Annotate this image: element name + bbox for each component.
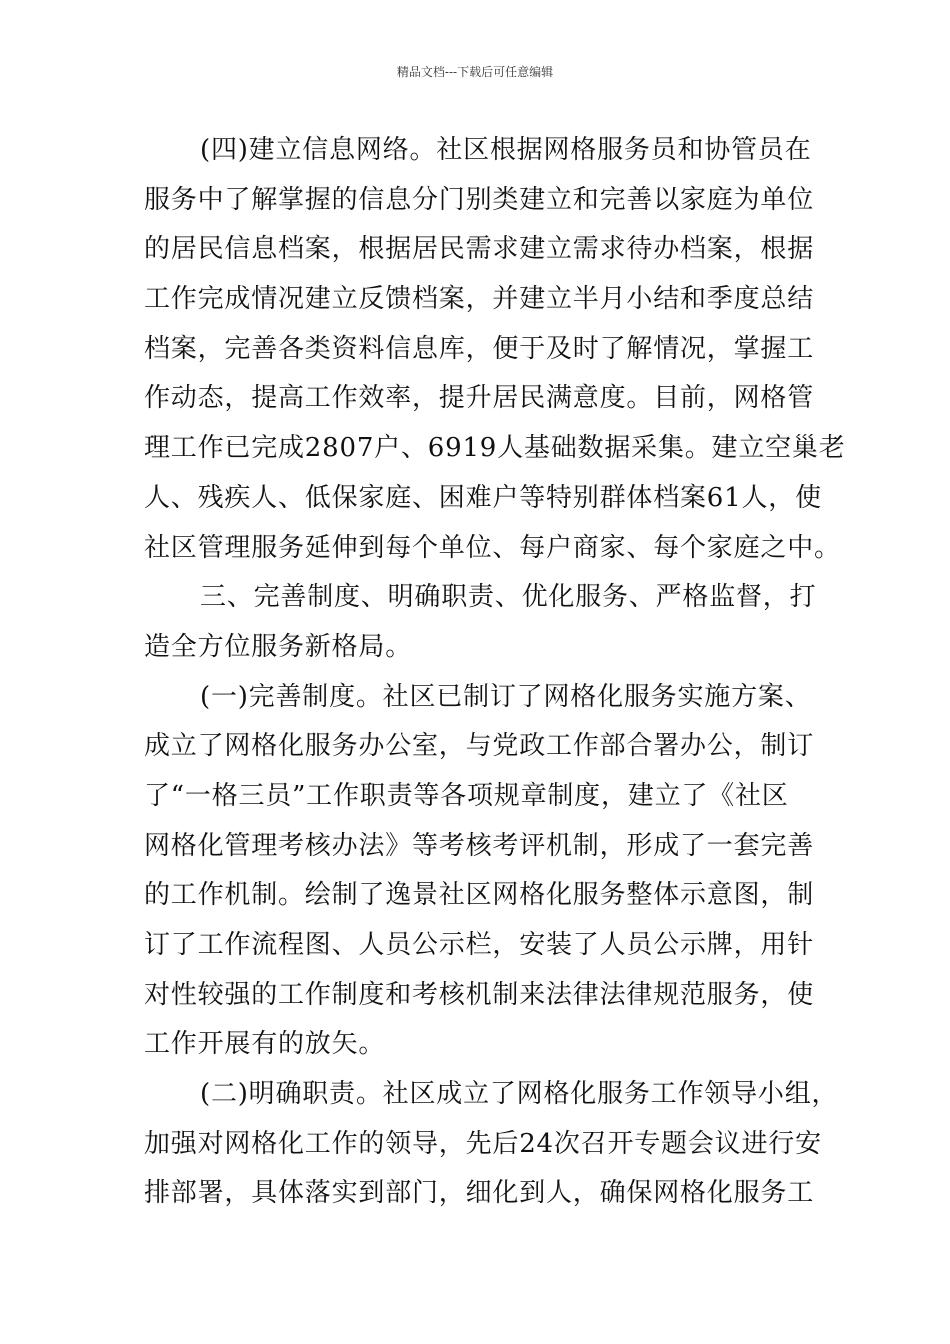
text-line: 订了工作流程图、人员公示栏，安装了人员公示牌，用针 <box>144 930 815 960</box>
paragraph-section-three-heading <box>144 573 817 672</box>
text-line: 服务中了解掌握的信息分门别类建立和完善以家庭为单位 <box>144 184 815 215</box>
text-line: (四)建立信息网络。社区根据网格服务员和协管员在 <box>200 135 812 165</box>
text-line: 的居民信息档案，根据居民需求建立需求待办档案，根据 <box>144 234 815 265</box>
text-line: 的工作机制。绘制了逸景社区网格化服务整体示意图，制 <box>144 880 815 911</box>
text-line: 排部署，具体落实到部门，细化到人，确保网格化服务工 <box>144 1178 815 1209</box>
text-line: 成立了网格化服务办公室，与党政工作部合署办公，制订 <box>144 731 815 762</box>
text-line: 了“一格三员”工作职责等各项规章制度，建立了《社区 <box>144 780 789 811</box>
text-line: 工作开展有的放矢。 <box>144 1029 386 1060</box>
text-line: 对性较强的工作制度和考核机制来法律法律规范服务，使 <box>144 979 815 1010</box>
paragraph-improve-system <box>144 673 814 1071</box>
text-line: 理工作已完成2807户、6919人基础数据采集。建立空巢老 <box>144 433 846 464</box>
text-line: 加强对网格化工作的领导，先后24次召开专题会议进行安 <box>144 1128 822 1159</box>
document-body <box>144 126 846 1219</box>
text-line: (二)明确职责。社区成立了网格化服务工作领导小组， <box>200 1079 839 1110</box>
text-line: 工作完成情况建立反馈档案，并建立半月小结和季度总结 <box>144 284 815 315</box>
text-line: 社区管理服务延伸到每个单位、每户商家、每个家庭之中。 <box>144 532 841 563</box>
text-line: 作动态，提高工作效率，提升居民满意度。目前，网格管 <box>144 383 815 414</box>
page-header: 精品文档---下载后可任意编辑 <box>396 65 554 79</box>
paragraph-build-info-network <box>144 126 846 573</box>
text-line: 三、完善制度、明确职责、优化服务、严格监督，打 <box>200 582 817 613</box>
text-line: (一)完善制度。社区已制订了网格化服务实施方案、 <box>200 681 812 712</box>
text-line: 人、残疾人、低保家庭、困难户等特别群体档案61人，使 <box>144 482 822 513</box>
text-line: 网格化管理考核办法》等考核考评机制，形成了一套完善 <box>144 830 815 861</box>
text-line: 档案，完善各类资料信息库，便于及时了解情况，掌握工 <box>144 333 815 364</box>
text-line: 造全方位服务新格局。 <box>144 631 413 662</box>
paragraph-clarify-duties <box>144 1070 839 1219</box>
